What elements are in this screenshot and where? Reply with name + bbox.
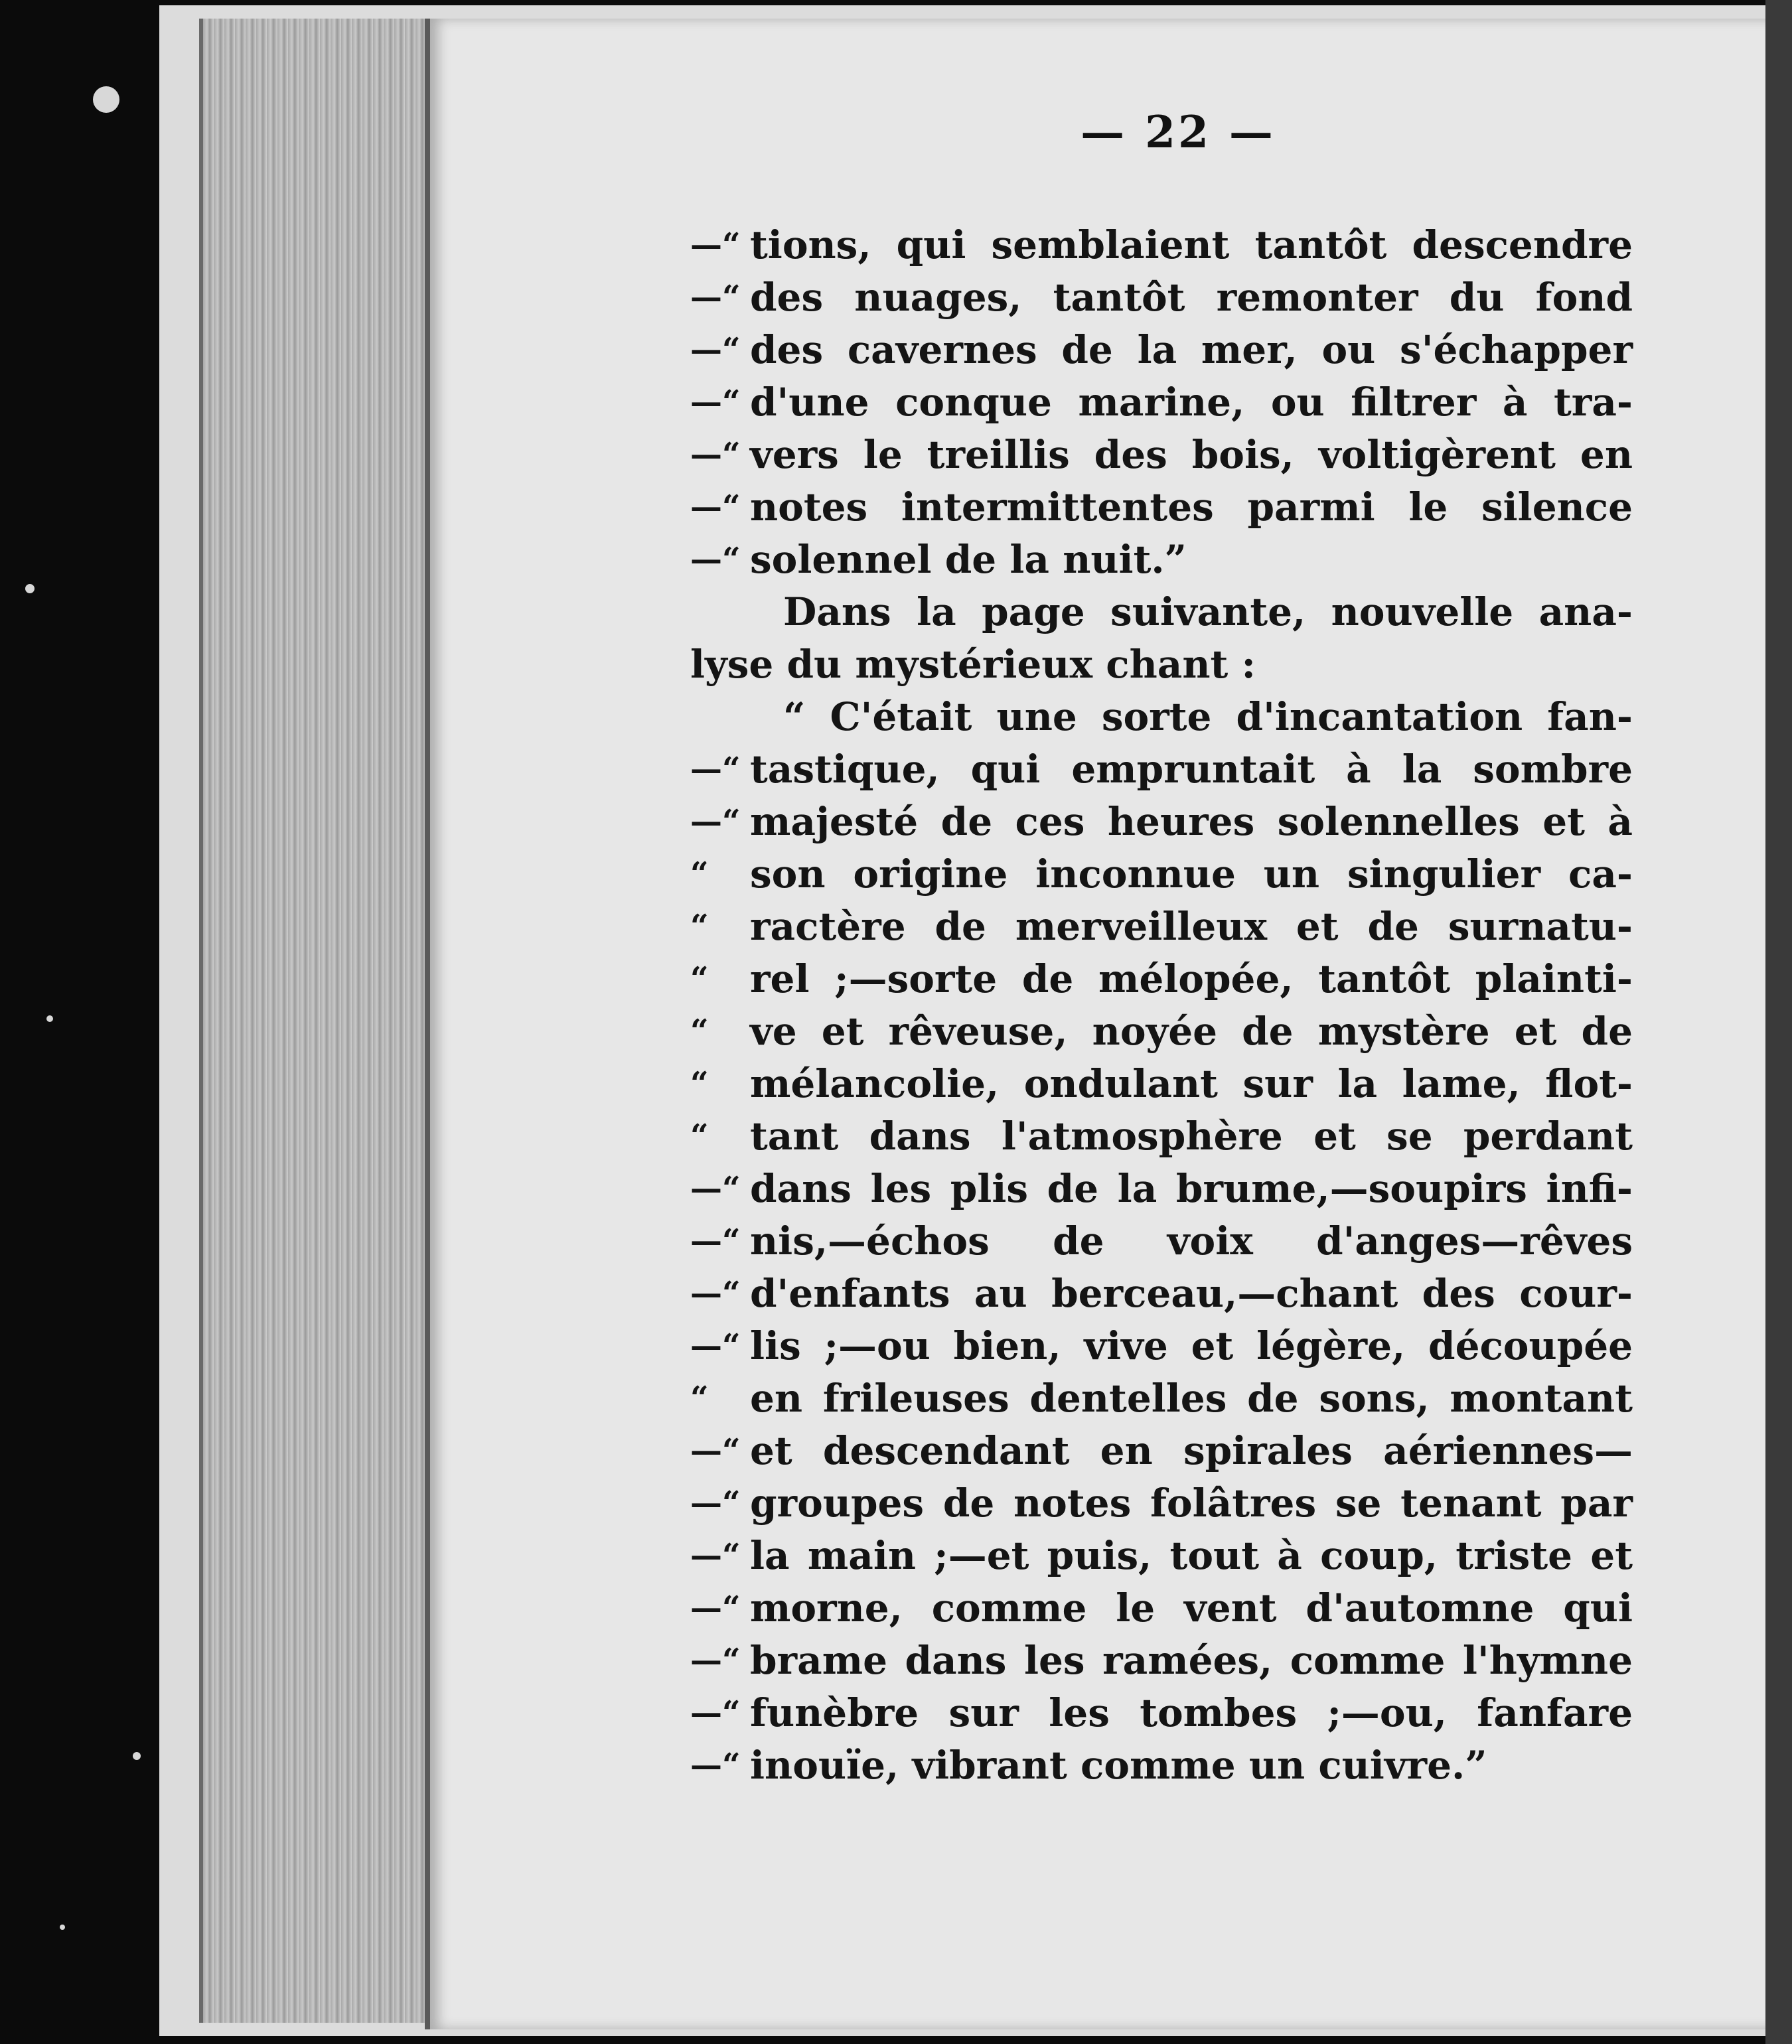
line-text: Dans la page suivante, nouvelle ana- — [783, 589, 1633, 634]
line-text: dans les plis de la brume,—soupirs infi- — [750, 1166, 1633, 1211]
text-line — [690, 1215, 1633, 1268]
quote-mark: —“ — [690, 226, 741, 263]
text-line — [690, 534, 1633, 586]
text-line — [690, 901, 1633, 953]
text-line — [690, 1058, 1633, 1110]
quote-mark: —“ — [690, 279, 741, 316]
quote-mark: —“ — [690, 1694, 741, 1731]
line-text: funèbre sur les tombes ;—ou, fanfare — [750, 1690, 1633, 1735]
text-line — [690, 1425, 1633, 1477]
line-text: brame dans les ramées, comme l'hymne — [750, 1638, 1633, 1683]
line-text: ractère de merveilleux et de surnatu- — [750, 904, 1633, 949]
text-line — [690, 1635, 1633, 1687]
line-text: d'enfants au berceau,—chant des cour- — [750, 1271, 1633, 1316]
quote-mark: “ — [690, 1065, 709, 1102]
text-line — [690, 953, 1633, 1005]
quote-mark: —“ — [690, 1747, 741, 1784]
right-border — [1765, 0, 1792, 2044]
line-text: son origine inconnue un singulier ca- — [750, 851, 1633, 897]
line-text: solennel de la nuit.” — [750, 537, 1187, 582]
quote-mark: —“ — [690, 1432, 741, 1469]
text-line — [690, 1005, 1633, 1058]
quote-mark: —“ — [690, 488, 741, 526]
quote-mark: —“ — [690, 751, 741, 788]
text-line — [690, 796, 1633, 848]
line-text: lyse du mystérieux chant : — [690, 642, 1256, 687]
line-text: lis ;—ou bien, vive et légère, découpée — [750, 1323, 1633, 1368]
text-line — [690, 271, 1633, 324]
quote-mark: “ — [690, 855, 709, 893]
text-line — [690, 1320, 1633, 1372]
quote-mark: “ — [690, 908, 709, 945]
quote-mark: “ — [690, 960, 709, 997]
quote-mark: —“ — [690, 1327, 741, 1364]
line-text: morne, comme le vent d'automne qui — [750, 1585, 1633, 1631]
text-line — [690, 1530, 1633, 1582]
text-line — [690, 638, 1633, 691]
page-text — [690, 219, 1633, 1792]
quote-mark: —“ — [690, 1170, 741, 1207]
quote-mark: —“ — [690, 1642, 741, 1679]
text-line — [690, 1687, 1633, 1739]
quote-mark: —“ — [690, 1222, 741, 1260]
text-line — [690, 481, 1633, 534]
line-text: majesté de ces heures solennelles et à — [750, 799, 1633, 844]
quote-mark: —“ — [690, 331, 741, 368]
line-text: notes intermittentes parmi le silence — [750, 484, 1633, 530]
line-text: vers le treillis des bois, voltigèrent en — [750, 432, 1633, 477]
quote-mark: —“ — [690, 803, 741, 840]
line-text: la main ;—et puis, tout à coup, triste et — [750, 1533, 1633, 1578]
page-edges — [199, 19, 429, 2023]
text-line — [690, 1582, 1633, 1635]
quote-mark: —“ — [690, 436, 741, 473]
page-number: — 22 — — [1081, 106, 1276, 158]
text-line — [690, 429, 1633, 481]
text-line — [690, 691, 1633, 743]
line-text: des cavernes de la mer, ou s'échapper — [750, 327, 1633, 372]
text-line — [690, 376, 1633, 429]
quote-mark: “ — [690, 1013, 709, 1050]
text-line — [690, 848, 1633, 901]
line-text: inouïe, vibrant comme un cuivre.” — [750, 1743, 1487, 1788]
line-text: et descendant en spirales aériennes— — [750, 1428, 1633, 1473]
line-text: nis,—échos de voix d'anges—rêves — [750, 1218, 1633, 1264]
line-text: d'une conque marine, ou filtrer à tra- — [750, 380, 1633, 425]
text-line — [690, 743, 1633, 796]
line-text: ve et rêveuse, noyée de mystère et de — [750, 1009, 1633, 1054]
line-text: mélancolie, ondulant sur la lame, flot- — [750, 1061, 1633, 1106]
quote-mark: “ — [690, 1118, 709, 1155]
text-line — [690, 1163, 1633, 1215]
quote-mark: —“ — [690, 384, 741, 421]
line-text: tions, qui semblaient tantôt descendre — [750, 222, 1633, 267]
text-line — [690, 1477, 1633, 1530]
text-line — [690, 1110, 1633, 1163]
line-text: rel ;—sorte de mélopée, tantôt plainti- — [750, 956, 1633, 1001]
line-text: tastique, qui empruntait à la sombre — [750, 747, 1633, 792]
quote-mark: —“ — [690, 1275, 741, 1312]
text-line — [690, 219, 1633, 271]
text-line — [690, 586, 1633, 638]
line-text: groupes de notes folâtres se tenant par — [750, 1481, 1633, 1526]
line-text: “ C'était une sorte d'incantation fan- — [783, 694, 1633, 739]
text-line — [690, 1739, 1633, 1792]
line-text: en frileuses dentelles de sons, montant — [750, 1376, 1633, 1421]
quote-mark: “ — [690, 1380, 709, 1417]
line-text: tant dans l'atmosphère et se perdant — [750, 1114, 1633, 1159]
text-line — [690, 324, 1633, 376]
quote-mark: —“ — [690, 1537, 741, 1574]
line-text: des nuages, tantôt remonter du fond — [750, 275, 1633, 320]
quote-mark: —“ — [690, 1485, 741, 1522]
quote-mark: —“ — [690, 541, 741, 578]
quote-mark: —“ — [690, 1589, 741, 1627]
text-line — [690, 1372, 1633, 1425]
text-line — [690, 1268, 1633, 1320]
